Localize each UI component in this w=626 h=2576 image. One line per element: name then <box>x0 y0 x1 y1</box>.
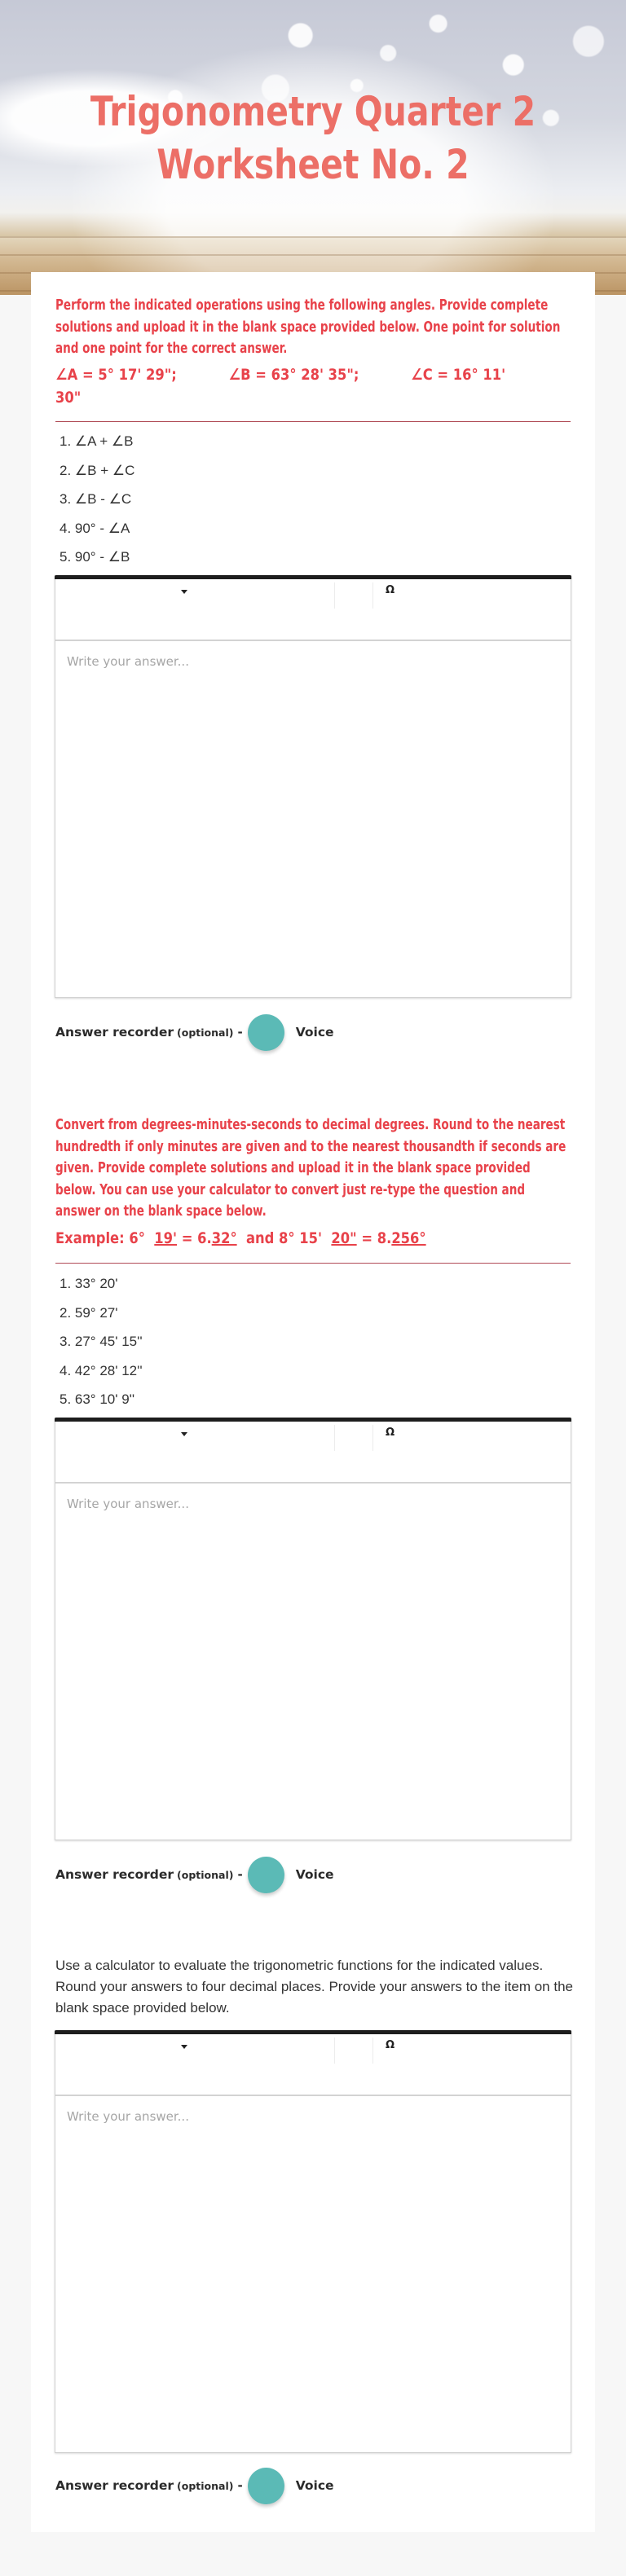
editor-toolbar <box>55 2034 571 2096</box>
angle-c-continued: 30" <box>55 389 82 407</box>
angle-b: ∠B = 63° 28' 35"; <box>228 366 359 384</box>
title-line-1: Trigonometry Quarter 2 <box>90 88 536 135</box>
section3-answer-editor <box>55 2030 571 2453</box>
list-item: 5. 90° - ∠B <box>60 549 130 565</box>
list-item: 4. 90° - ∠A <box>60 520 130 536</box>
recorder-optional: (optional) <box>177 2479 234 2492</box>
list-item: 3. ∠B - ∠C <box>60 491 132 507</box>
example-equals-1: = 6. <box>181 1229 212 1247</box>
recorder-dash: - <box>237 1025 243 1040</box>
toolbar-separator <box>334 582 335 609</box>
voice-label: Voice <box>295 1867 334 1882</box>
recorder-label: Answer recorder <box>55 1025 174 1040</box>
section2-divider <box>55 1263 571 1264</box>
recorder-optional: (optional) <box>177 1868 234 1881</box>
worksheet-card <box>31 272 595 2532</box>
list-item: 4. 42° 28' 12'' <box>60 1362 143 1378</box>
voice-record-button[interactable] <box>248 1014 284 1051</box>
section2-example <box>55 1227 571 1250</box>
voice-label: Voice <box>295 1025 334 1040</box>
section3-answer-recorder <box>55 2467 334 2504</box>
section2-question-list <box>60 1274 143 1419</box>
example-prefix: Example: 6° <box>55 1229 145 1247</box>
editor-toolbar <box>55 579 571 641</box>
section1-answer-recorder <box>55 1013 334 1051</box>
caret-down-icon <box>181 2045 187 2049</box>
example-seconds: 20" <box>331 1229 357 1247</box>
toolbar-separator <box>334 2038 335 2064</box>
list-item: 3. 27° 45' 15'' <box>60 1334 143 1349</box>
voice-record-button[interactable] <box>248 1857 284 1893</box>
voice-record-button[interactable] <box>248 2468 284 2504</box>
section1-instruction: Perform the indicated operations using the following angles. Provide complete solutions and upload it in the blank space provided below. One point for solution and one point for the correct answer. <box>55 297 561 357</box>
list-item: 1. ∠A + ∠B <box>60 433 134 449</box>
list-item: 5. 63° 10' 9'' <box>60 1391 135 1407</box>
section3-instruction: Use a calculator to evaluate the trigonometric functions for the indicated values. Round your answers to four decimal places. Provide your answers to the item on the blank space provided below. <box>55 1958 573 2016</box>
format-dropdown[interactable] <box>55 2034 334 2064</box>
special-characters-omega-icon[interactable]: Ω <box>386 584 395 596</box>
editor-toolbar <box>55 1422 571 1484</box>
section2-instruction: Convert from degrees-minutes-seconds to decimal degrees. Round to the nearest hundredth if only minutes are given and to the nearest thousandth if seconds are given. Provide complete solutions and upload it in the blank space provided below. You can use your calculator to convert just re-type the question and answer on the blank space below. <box>55 1117 566 1220</box>
worksheet-title <box>56 86 570 191</box>
section2-answer-editor <box>55 1418 571 1840</box>
format-dropdown[interactable] <box>55 1422 334 1451</box>
special-characters-omega-icon[interactable]: Ω <box>386 2039 395 2051</box>
example-minutes: 19' <box>154 1229 178 1247</box>
caret-down-icon <box>181 590 187 594</box>
section1-angles <box>55 363 571 409</box>
example-middle: and 8° 15' <box>246 1229 323 1247</box>
recorder-dash: - <box>237 1867 243 1882</box>
section1-question-list <box>60 432 134 577</box>
section1-divider <box>55 421 571 422</box>
header-banner <box>0 0 626 295</box>
recorder-label: Answer recorder <box>55 2478 174 2493</box>
voice-label: Voice <box>295 2478 334 2493</box>
toolbar-separator <box>334 1425 335 1451</box>
answer-textarea[interactable] <box>55 641 571 997</box>
recorder-optional: (optional) <box>177 1026 234 1039</box>
example-equals-2: = 8. <box>361 1229 392 1247</box>
example-decimal-2: 256° <box>391 1229 426 1247</box>
angle-c: ∠C = 16° 11' <box>411 366 506 384</box>
example-decimal-1: 32° <box>211 1229 237 1247</box>
title-line-2: Worksheet No. 2 <box>156 141 470 188</box>
answer-textarea[interactable] <box>55 1484 571 1840</box>
list-item: 1. 33° 20' <box>60 1276 118 1291</box>
format-dropdown[interactable] <box>55 579 334 609</box>
recorder-label: Answer recorder <box>55 1867 174 1882</box>
caret-down-icon <box>181 1432 187 1436</box>
answer-textarea[interactable] <box>55 2096 571 2452</box>
list-item: 2. ∠B + ∠C <box>60 462 135 478</box>
section1-answer-editor <box>55 575 571 998</box>
angle-a: ∠A = 5° 17' 29"; <box>55 366 177 384</box>
recorder-dash: - <box>237 2478 243 2493</box>
section2-answer-recorder <box>55 1856 334 1893</box>
special-characters-omega-icon[interactable]: Ω <box>386 1426 395 1439</box>
list-item: 2. 59° 27' <box>60 1304 118 1321</box>
